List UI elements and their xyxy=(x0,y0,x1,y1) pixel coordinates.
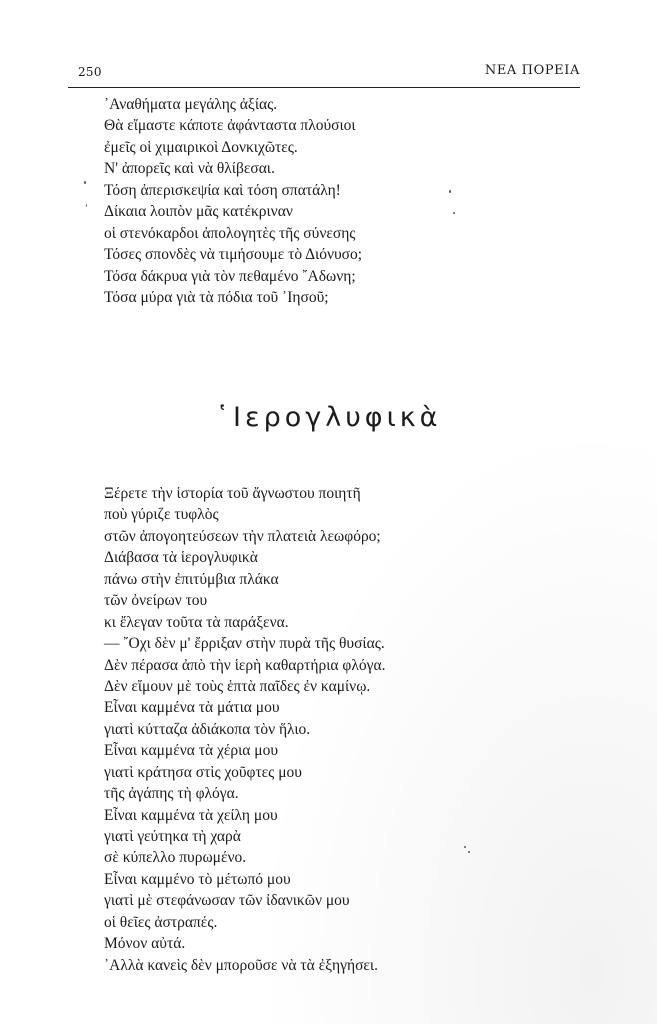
scan-speck xyxy=(86,204,87,207)
poem-line: Τόση ἀπερισκεψία καὶ τόση σπατάλη! xyxy=(104,181,341,199)
poem-line: γιατὶ κύτταζα ἀδιάκοπα τὸν ἥλιο. xyxy=(104,720,311,738)
scan-speck xyxy=(464,846,466,848)
poem-line: ἐμεῖς οἱ χιμαιρικοὶ Δονκιχῶτες. xyxy=(104,138,298,156)
poem-line: σὲ κύπελλο πυρωμένο. xyxy=(104,849,247,867)
poem-line: Εἶναι καμμένα τὰ χείλη μου xyxy=(104,806,278,824)
poem-line: Τόσα μύρα γιὰ τὰ πόδια τοῦ ᾿Ιησοῦ; xyxy=(104,288,329,306)
poem-line: Δίκαια λοιπὸν μᾶς κατέκριναν xyxy=(104,203,293,221)
poem-line: Δὲν εἴμουν μὲ τοὺς ἑπτὰ παῖδες ἐν καμίνῳ. xyxy=(104,677,371,695)
poem-line: Ξέρετε τὴν ἱστορία τοῦ ἄγνωστου ποιητῆ xyxy=(104,485,361,502)
poem-line: Ν' ἀπορεῖς καὶ νὰ θλίβεσαι. xyxy=(104,160,275,178)
poem-title: ῾Ιερογλυφικὰ xyxy=(215,402,442,433)
poem-line: τῆς ἀγάπης τὴ φλόγα. xyxy=(104,785,239,803)
scan-speck xyxy=(84,181,86,184)
poem-line: πάνω στὴν ἐπιτύμβια πλάκα xyxy=(104,570,279,588)
poem-line: Τόσες σπονδὲς νὰ τιμήσουμε τὸ Διόνυσο; xyxy=(104,246,363,264)
poem-line: Διάβασα τὰ ἱερογλυφικὰ xyxy=(104,549,258,567)
scan-speck xyxy=(468,851,470,853)
poem-line: στῶν ἀπογοητεύσεων τὴν πλατειὰ λεωφόρο; xyxy=(104,527,381,545)
poem-line: ᾿Αλλὰ κανεὶς δὲν μποροῦσε νὰ τὰ ἐξηγήσει. xyxy=(104,956,378,974)
poem-line: κι ἔλεγαν τοῦτα τὰ παράξενα. xyxy=(104,613,289,631)
scan-speck xyxy=(453,212,455,214)
poem-line: γιατὶ γεύτηκα τὴ χαρὰ xyxy=(104,828,241,845)
poem-line: — ῎Οχι δὲν μ' ἔρριξαν στὴν πυρὰ τῆς θυσίας. xyxy=(104,635,385,653)
poem-line: Τόσα δάκρυα γιὰ τὸν πεθαμένο ῎Αδωνη; xyxy=(104,267,356,285)
running-head: ΝΕΑ ΠΟΡΕΙΑ xyxy=(484,63,580,78)
poem-line: οἱ θεῖες ἀστραπές. xyxy=(104,913,218,931)
poem-line: Εἶναι καμμένα τὰ μάτια μου xyxy=(104,699,280,717)
poem-line: γιατὶ κράτησα στὶς χοῦφτες μου xyxy=(104,763,302,781)
poem-line: Θὰ εἴμαστε κάποτε ἀφάνταστα πλούσιοι xyxy=(104,117,356,135)
page-number: 250 xyxy=(78,65,102,79)
poem-main-stanza xyxy=(104,483,385,976)
poem-line: γιατὶ μὲ στεφάνωσαν τῶν ἰδανικῶν μου xyxy=(104,892,350,910)
poem-line: ᾿Αναθήματα μεγάλης ἀξίας. xyxy=(104,96,278,113)
poem-line: οἱ στενόκαρδοι ἀπολογητὲς τῆς σύνεσης xyxy=(104,224,356,242)
poem-line: Δὲν πέρασα ἀπὸ τὴν ἱερὴ καθαρτήρια φλόγα. xyxy=(104,656,386,674)
poem-line: Εἶναι καμμένο τὸ μέτωπό μου xyxy=(104,870,291,888)
poem-line: ποὺ γύριζε τυφλὸς xyxy=(104,506,219,524)
header-rule xyxy=(68,87,580,88)
scan-speck xyxy=(449,190,451,193)
poem-line: Μόνον αὐτά. xyxy=(104,935,186,953)
poem-top-stanza xyxy=(104,94,362,308)
poem-line: Εἶναι καμμένα τὰ χέρια μου xyxy=(104,742,278,760)
poem-line: τῶν ὀνείρων του xyxy=(104,592,208,610)
page-header xyxy=(68,60,580,82)
